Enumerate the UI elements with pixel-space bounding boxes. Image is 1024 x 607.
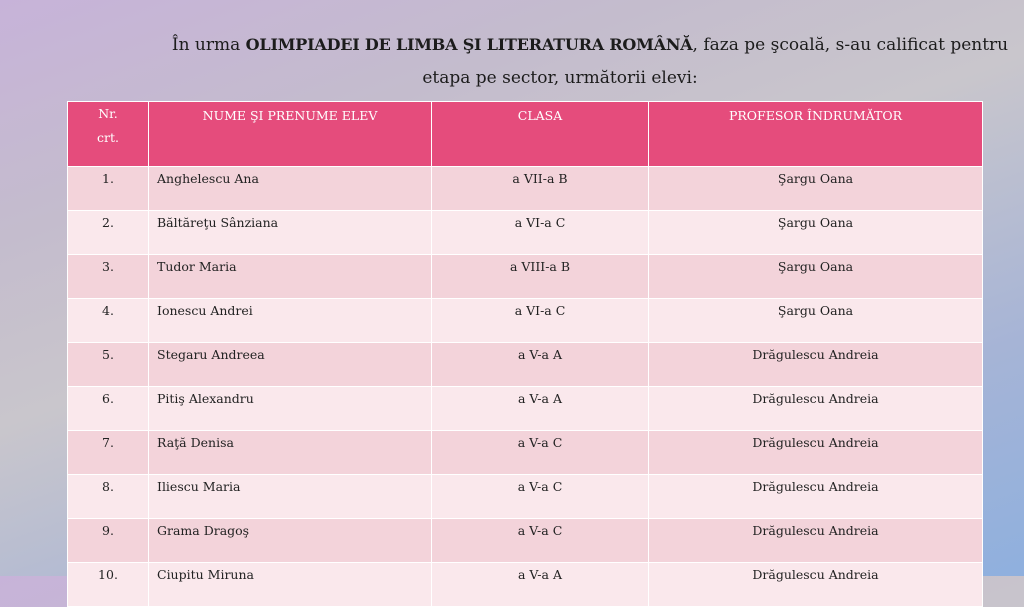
teacher-cell: Drăgulescu Andreia [649,475,983,519]
class-cell: a VI-a C [432,211,649,255]
header-nr-crt [68,102,149,167]
table-row [68,475,983,519]
class-cell: a V-a A [432,387,649,431]
table-row [68,343,983,387]
teacher-cell: Drăgulescu Andreia [649,563,983,607]
teacher-cell: Drăgulescu Andreia [649,343,983,387]
row-number-cell: 10. [68,563,149,607]
table-row [68,211,983,255]
teacher-cell: Şargu Oana [649,211,983,255]
teacher-cell: Drăgulescu Andreia [649,431,983,475]
class-cell: a VII-a B [432,167,649,211]
row-number-cell: 2. [68,211,149,255]
student-name-cell: Ciupitu Miruna [149,563,432,607]
student-name-cell: Ionescu Andrei [149,299,432,343]
table-row [68,387,983,431]
header-crt: crt. [97,130,119,145]
header-student-name: NUME ŞI PRENUME ELEV [149,102,432,167]
heading-line-2: etapa pe sector, următorii elevi: [422,68,698,88]
row-number-cell: 6. [68,387,149,431]
class-cell: a V-a A [432,343,649,387]
table-row [68,167,983,211]
heading-line-1 [120,28,1020,62]
student-name-cell: Pitiş Alexandru [149,387,432,431]
row-number-cell: 5. [68,343,149,387]
student-name-cell: Anghelescu Ana [149,167,432,211]
student-name-cell: Tudor Maria [149,255,432,299]
heading-suffix: , faza pe şcoală, s-au calificat pentru [692,35,1009,55]
table-body [68,167,983,607]
class-cell: a V-a C [432,475,649,519]
header-teacher: PROFESOR ÎNDRUMĂTOR [649,102,983,167]
student-name-cell: Iliescu Maria [149,475,432,519]
qualified-students-table [67,101,983,607]
class-cell: a V-a C [432,431,649,475]
teacher-cell: Şargu Oana [649,299,983,343]
teacher-cell: Drăgulescu Andreia [649,519,983,563]
row-number-cell: 1. [68,167,149,211]
class-cell: a VI-a C [432,299,649,343]
row-number-cell: 4. [68,299,149,343]
teacher-cell: Drăgulescu Andreia [649,387,983,431]
header-class: CLASA [432,102,649,167]
student-name-cell: Stegaru Andreea [149,343,432,387]
row-number-cell: 8. [68,475,149,519]
header-nr: Nr. [98,106,118,121]
table-row [68,431,983,475]
row-number-cell: 3. [68,255,149,299]
row-number-cell: 9. [68,519,149,563]
table-header-row [68,102,983,167]
table-row [68,299,983,343]
class-cell: a V-a A [432,563,649,607]
page-heading [120,28,1020,95]
heading-prefix: În urma [171,35,246,55]
teacher-cell: Şargu Oana [649,255,983,299]
table-row [68,519,983,563]
student-name-cell: Băltăreţu Sânziana [149,211,432,255]
student-name-cell: Raţă Denisa [149,431,432,475]
teacher-cell: Şargu Oana [649,167,983,211]
heading-olympiad-name: OLIMPIADEI DE LIMBA ŞI LITERATURA ROMÂNĂ [245,35,693,54]
class-cell: a V-a C [432,519,649,563]
table-row [68,255,983,299]
student-name-cell: Grama Dragoş [149,519,432,563]
table-row [68,563,983,607]
row-number-cell: 7. [68,431,149,475]
class-cell: a VIII-a B [432,255,649,299]
